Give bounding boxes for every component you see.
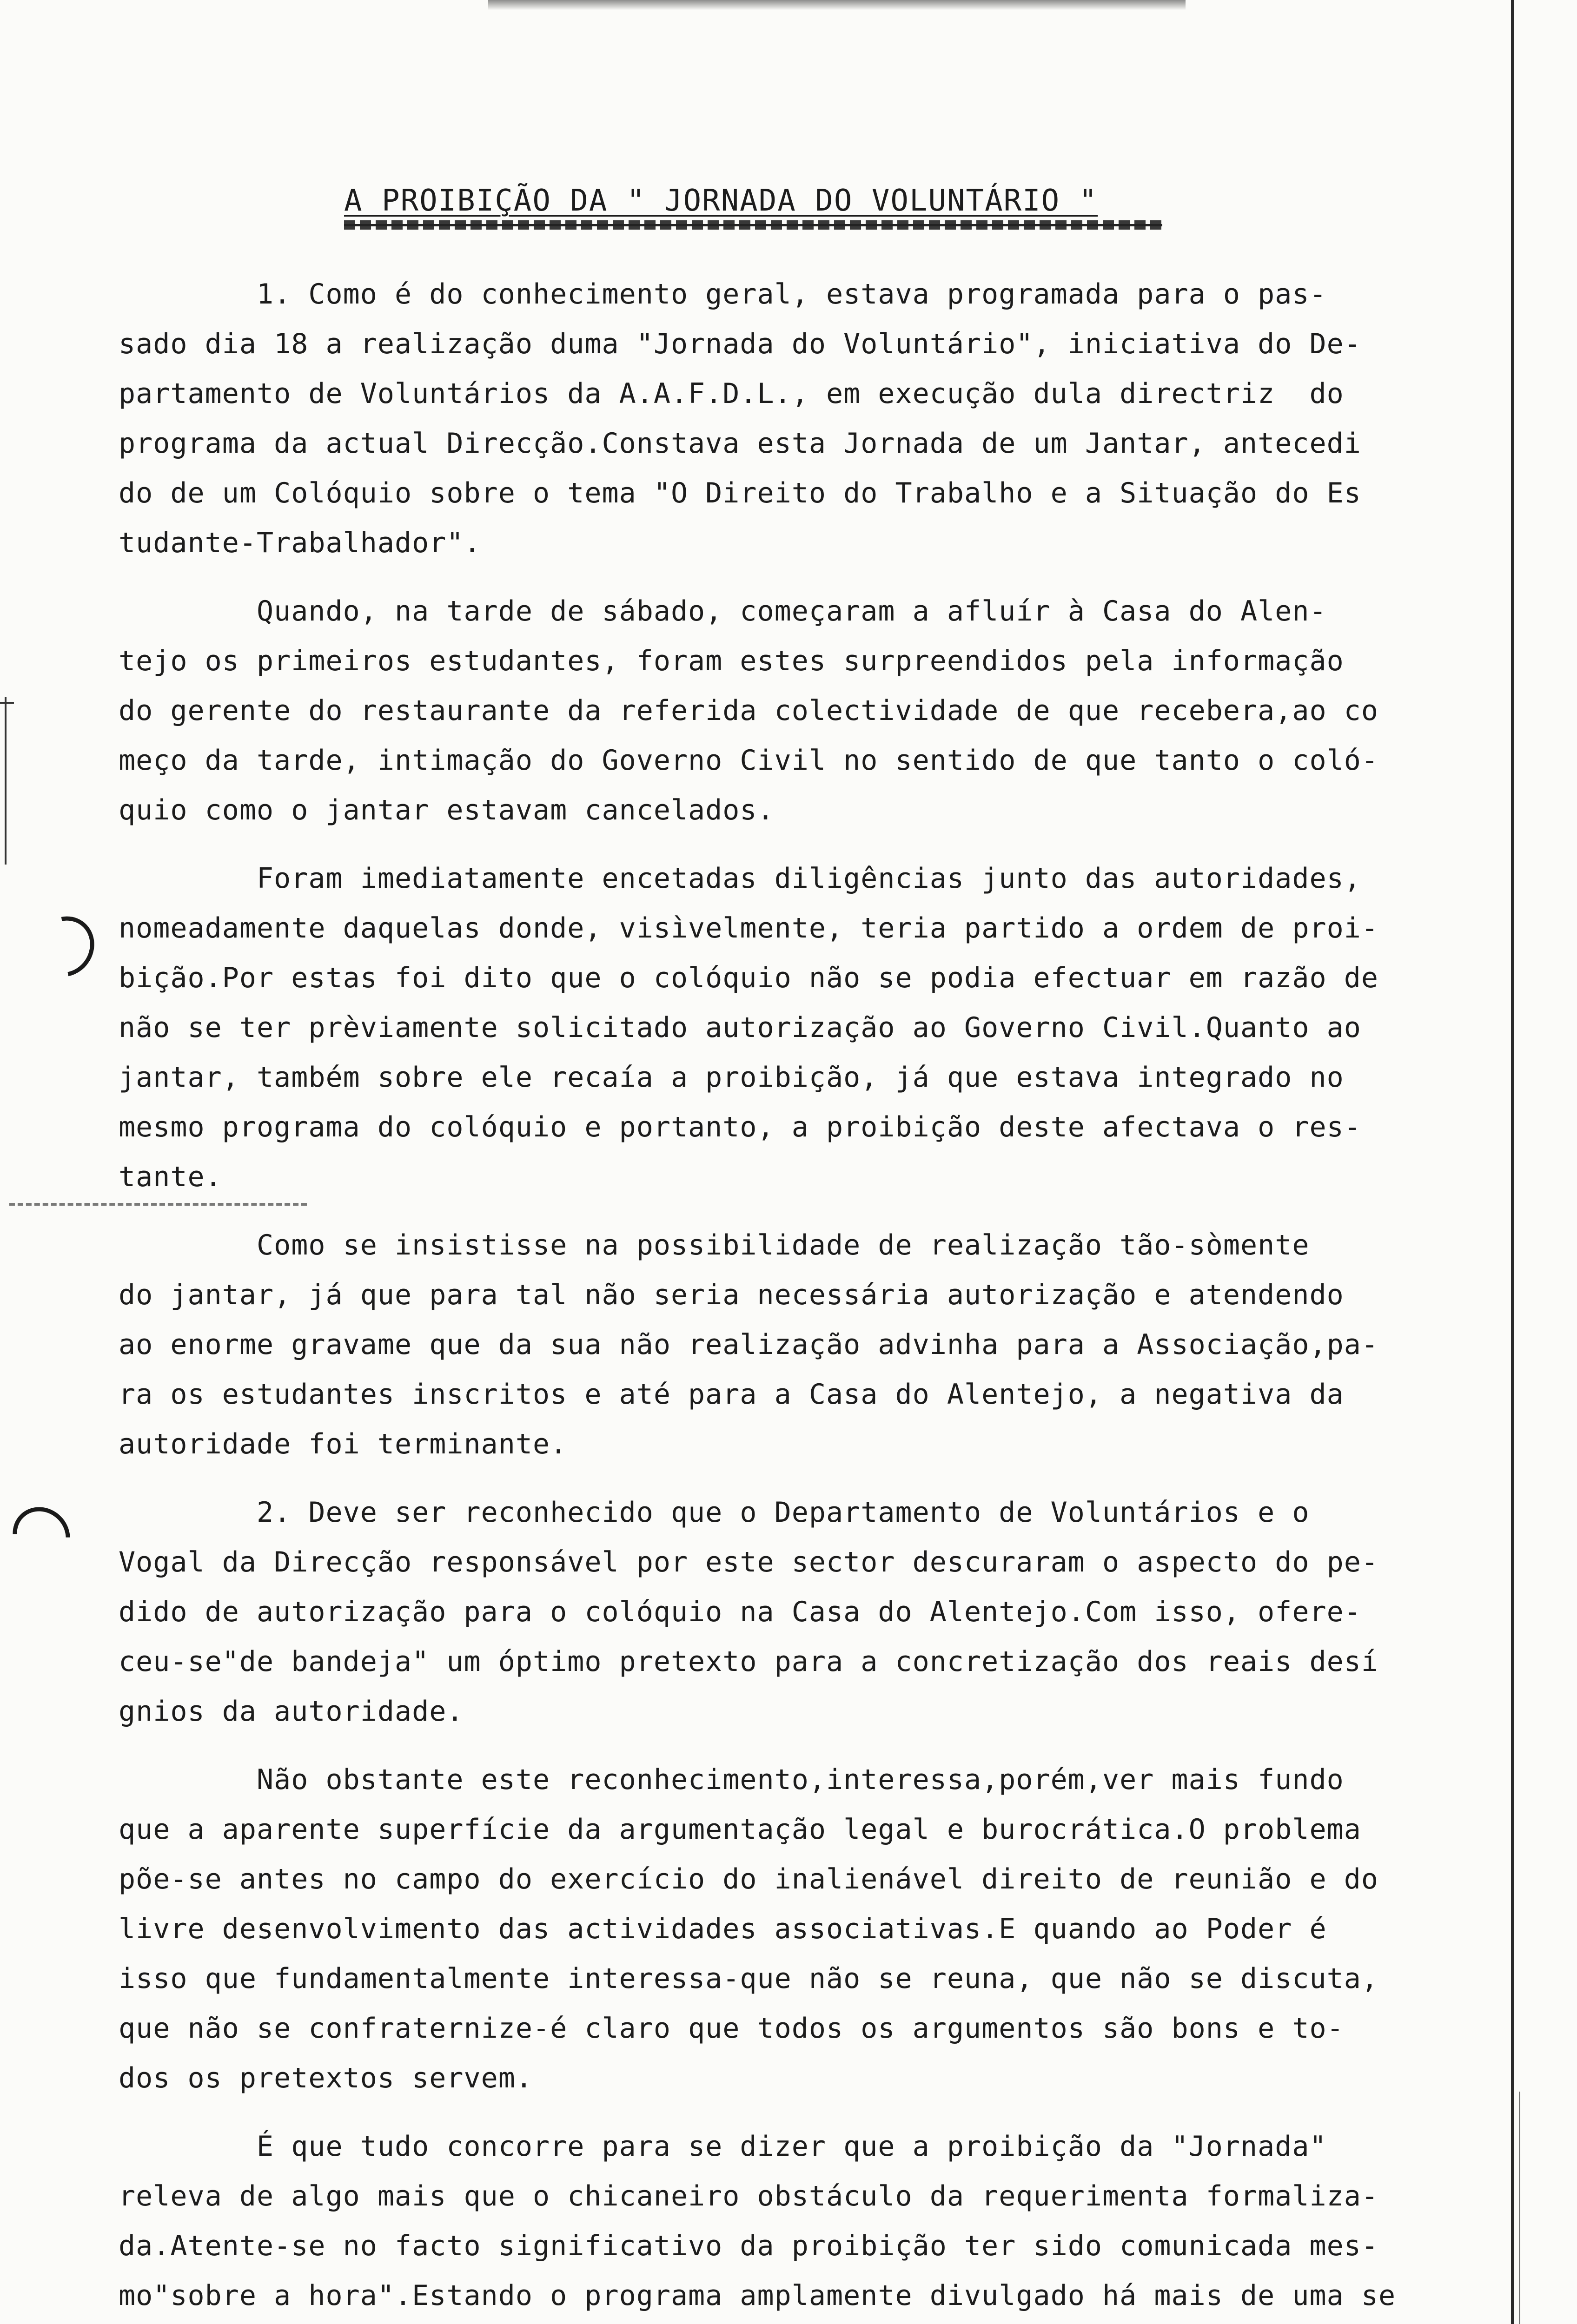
paragraph-line: programa da actual Direcção.Constava esta Jornada de um Jantar, antecedi [119, 427, 1361, 460]
paragraph-line: que não se confraternize-é claro que todos os argumentos são bons e to- [119, 2012, 1344, 2045]
paragraph [119, 270, 1504, 568]
paragraph-line: quio como o jantar estavam cancelados. [119, 794, 775, 826]
paragraph-line: tejo os primeiros estudantes, foram estes surpreendidos pela informação [119, 645, 1344, 677]
paragraph-line: sado dia 18 a realização duma "Jornada do Voluntário", iniciativa do De- [119, 328, 1361, 360]
paragraph-line: nomeadamente daquelas donde, visìvelmente, teria partido a ordem de proi- [119, 912, 1378, 944]
paragraph [119, 1221, 1504, 1469]
paragraph-line: ao enorme gravame que da sua não realização advinha para a Associação,pa- [119, 1328, 1378, 1361]
paragraph-line: põe-se antes no campo do exercício do inalienável direito de reunião e do [119, 1863, 1378, 1895]
paragraph-line: isso que fundamentalmente interessa-que não se reuna, que não se discuta, [119, 1962, 1378, 1995]
punch-hole-mark [1, 1495, 82, 1576]
scan-right-edge [1511, 0, 1514, 2324]
paragraph-line: Como se insistisse na possibilidade de realização tão-sòmente [119, 1229, 1310, 1261]
scan-top-smudge [488, 0, 1186, 10]
scan-left-mark [5, 697, 7, 865]
paragraph-line: bição.Por estas foi dito que o colóquio não se podia efectuar em razão de [119, 962, 1378, 994]
paragraph-line: da.Atente-se no facto significativo da proibição ter sido comunicada mes- [119, 2230, 1378, 2262]
paragraph-line: gnios da autoridade. [119, 1695, 464, 1728]
paragraph-line: do jantar, já que para tal não seria necessária autorização e atendendo [119, 1279, 1344, 1311]
punch-hole-mark [24, 905, 106, 988]
paragraph-line: 2. Deve ser reconhecido que o Departamento de Voluntários e o [119, 1496, 1310, 1529]
paragraph-line: livre desenvolvimento das actividades associativas.E quando ao Poder é [119, 1913, 1327, 1945]
paragraph-line: do de um Colóquio sobre o tema "O Direito do Trabalho e a Situação do Es [119, 477, 1361, 509]
paragraph-line: do gerente do restaurante da referida colectividade de que recebera,ao co [119, 694, 1378, 727]
document-title [344, 184, 1162, 218]
paragraph-line: tudante-Trabalhador". [119, 527, 481, 559]
paragraph [119, 1755, 1504, 2103]
paragraph-line: autoridade foi terminante. [119, 1428, 568, 1460]
paragraph [119, 854, 1504, 1202]
paragraph-gap [119, 1469, 1504, 1488]
scan-right-edge-thin [1519, 2092, 1520, 2324]
paragraph-gap [119, 1202, 1504, 1221]
paragraph [119, 587, 1504, 835]
paragraph-line: mo"sobre a hora".Estando o programa amplamente divulgado há mais de uma se [119, 2279, 1396, 2312]
paragraph-line: que a aparente superfície da argumentação legal e burocrática.O problema [119, 1813, 1361, 1846]
paragraph-line: dido de autorização para o colóquio na Casa do Alentejo.Com isso, ofere- [119, 1596, 1361, 1628]
paragraph-line: Quando, na tarde de sábado, começaram a afluír à Casa do Alen- [119, 595, 1327, 627]
paragraph-line: jantar, também sobre ele recaía a proibição, já que estava integrado no [119, 1061, 1344, 1094]
paragraph-line: Foram imediatamente encetadas diligências junto das autoridades, [119, 862, 1361, 895]
document-body [119, 270, 1504, 2324]
paragraph-line: Vogal da Direcção responsável por este sector descuraram o aspecto do pe- [119, 1546, 1378, 1578]
paragraph-line: mesmo programa do colóquio e portanto, a proibição deste afectava o res- [119, 1111, 1361, 1143]
paragraph [119, 1488, 1504, 1736]
paragraph-gap [119, 2103, 1504, 2122]
paragraph-gap [119, 1736, 1504, 1755]
paragraph-line: É que tudo concorre para se dizer que a proibição da "Jornada" [119, 2130, 1327, 2163]
paragraph [119, 2122, 1504, 2324]
paragraph-line [119, 2321, 1504, 2324]
paragraph-line: meço da tarde, intimação do Governo Civil no sentido de que tanto o coló- [119, 744, 1378, 777]
paragraph-line: dos os pretextos servem. [119, 2062, 533, 2094]
paragraph-line: Não obstante este reconhecimento,interessa,porém,ver mais fundo [119, 1763, 1344, 1796]
scan-left-tick [0, 702, 14, 704]
paragraph-line: tante. [119, 1161, 222, 1193]
paragraph-line: releva de algo mais que o chicaneiro obstáculo da requerimenta formaliza- [119, 2180, 1378, 2212]
paragraph-gap [119, 835, 1504, 854]
paragraph-line: ra os estudantes inscritos e até para a Casa do Alentejo, a negativa da [119, 1378, 1344, 1411]
paragraph-line: 1. Como é do conhecimento geral, estava programada para o pas- [119, 278, 1327, 310]
paragraph-line: ceu-se"de bandeja" um óptimo pretexto para a concretização dos reais desí [119, 1645, 1378, 1678]
title-underline [344, 224, 1162, 226]
paragraph-line: não se ter prèviamente solicitado autorização ao Governo Civil.Quanto ao [119, 1011, 1361, 1044]
paragraph-line: partamento de Voluntários da A.A.F.D.L., em execução dula directriz do [119, 377, 1344, 410]
paragraph-gap [119, 568, 1504, 587]
document-title-text: A PROIBIÇÃO DA " JORNADA DO VOLUNTÁRIO " [344, 184, 1098, 218]
